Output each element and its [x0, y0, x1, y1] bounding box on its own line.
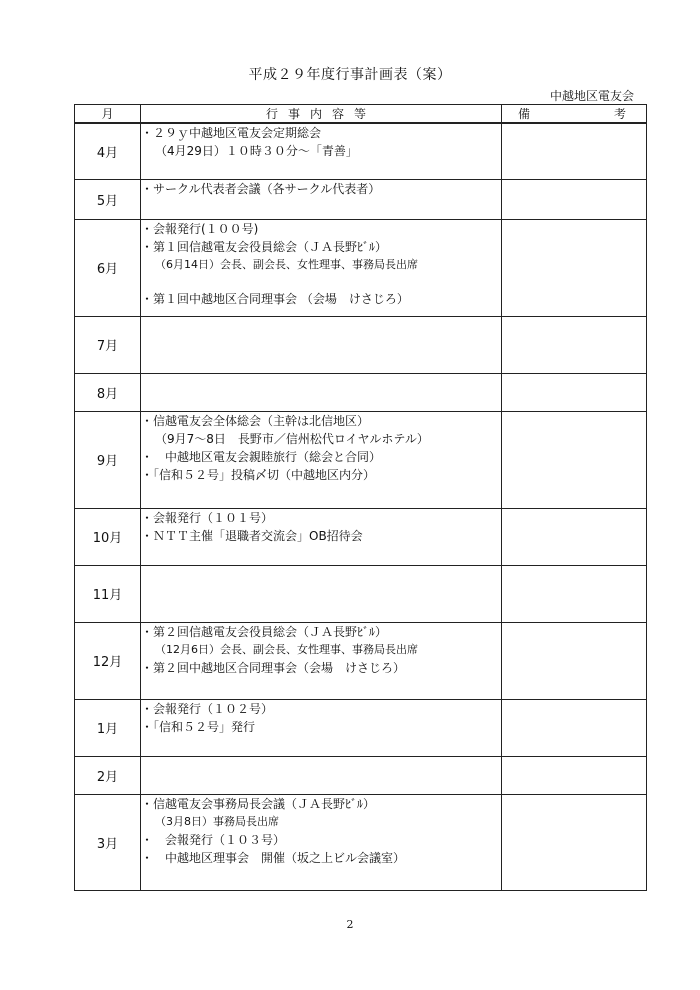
event-line: ・第２回信越電友会役員総会（ＪＡ長野ﾋﾞﾙ）	[141, 624, 388, 639]
organization-name: 中越地区電友会	[549, 89, 634, 103]
table-row	[75, 508, 647, 565]
table-row	[75, 179, 647, 219]
event-line: ・第１回中越地区合同理事会 （会場 けさじろ）	[141, 291, 409, 306]
content-cell	[141, 179, 502, 219]
event-line: ・第２回中越地区合同理事会（会場 けさじろ）	[141, 660, 406, 675]
content-cell	[141, 565, 502, 622]
table-row	[75, 622, 647, 699]
month-cell: 3月	[75, 794, 141, 890]
event-line: （6月14日）会長、副会長、女性理事、事務局長出席	[155, 257, 418, 271]
month-cell: 1月	[75, 699, 141, 756]
content-cell	[141, 699, 502, 756]
header-remarks-char-2: 考	[613, 107, 626, 121]
event-line: ・ 中越地区理事会 開催（坂之上ビル会議室）	[141, 850, 406, 865]
month-cell: 6月	[75, 219, 141, 316]
event-line: ・サークル代表者会議（各サークル代表者）	[141, 181, 381, 196]
table-row	[75, 565, 647, 622]
header-remarks-char-1: 備	[518, 107, 531, 121]
month-cell: 2月	[75, 756, 141, 794]
event-line: （4月29日）１０時３０分～「青善」	[155, 144, 358, 158]
remarks-cell	[502, 699, 647, 756]
remarks-cell	[502, 508, 647, 565]
table-row	[75, 123, 647, 179]
remarks-cell	[502, 565, 647, 622]
event-line: ・会報発行(１００号)	[141, 221, 259, 236]
remarks-cell	[502, 316, 647, 373]
event-schedule-table	[74, 104, 647, 891]
event-line: （3月8日）事務局長出席	[155, 814, 279, 828]
event-line: ・会報発行（１０１号）	[141, 510, 274, 525]
page-number: 2	[346, 918, 354, 931]
table-row	[75, 756, 647, 794]
table-row	[75, 373, 647, 411]
page-title: 平成２９年度行事計画表（案）	[248, 67, 452, 83]
event-line: ・会報発行（１０２号）	[141, 701, 274, 716]
table-row	[75, 699, 647, 756]
event-line: ・第１回信越電友会役員総会（ＪＡ長野ﾋﾞﾙ）	[141, 239, 388, 254]
month-cell: 11月	[75, 565, 141, 622]
header-month: 月	[75, 105, 141, 124]
content-cell	[141, 508, 502, 565]
month-cell: 8月	[75, 373, 141, 411]
remarks-cell	[502, 411, 647, 508]
table-row	[75, 411, 647, 508]
month-cell: 5月	[75, 179, 141, 219]
event-line: （12月6日）会長、副会長、女性理事、事務局長出席	[155, 642, 418, 656]
event-line: （9月7～8日 長野市／信州松代ロイヤルホテル）	[155, 431, 429, 446]
table-row	[75, 219, 647, 316]
header-remarks	[502, 105, 647, 124]
table-header-row	[75, 105, 647, 124]
event-line: ・「信和５２号」発行	[141, 719, 256, 734]
content-cell	[141, 794, 502, 890]
month-cell: 9月	[75, 411, 141, 508]
month-cell: 7月	[75, 316, 141, 373]
month-cell: 4月	[75, 123, 141, 179]
table-row	[75, 794, 647, 890]
remarks-cell	[502, 756, 647, 794]
month-cell: 10月	[75, 508, 141, 565]
content-cell	[141, 219, 502, 316]
remarks-cell	[502, 219, 647, 316]
remarks-cell	[502, 794, 647, 890]
remarks-cell	[502, 373, 647, 411]
content-cell	[141, 622, 502, 699]
table-row	[75, 316, 647, 373]
event-line: ・ＮＴＴ主催「退職者交流会」OB招待会	[141, 528, 363, 543]
event-line: ・信越電友会事務局長会議（ＪＡ長野ﾋﾞﾙ）	[141, 796, 376, 811]
event-line: ・２９ｙ中越地区電友会定期総会	[141, 126, 322, 140]
content-cell	[141, 373, 502, 411]
event-line: ・信越電友会全体総会（主幹は北信地区）	[141, 413, 370, 428]
content-cell	[141, 411, 502, 508]
event-line: ・ 中越地区電友会親睦旅行（総会と合同）	[141, 449, 382, 464]
remarks-cell	[502, 622, 647, 699]
header-content: 行事内容等	[141, 105, 502, 124]
content-cell	[141, 123, 502, 179]
event-line: ・「信和５２号」投稿〆切（中越地区内分）	[141, 467, 376, 482]
month-cell: 12月	[75, 622, 141, 699]
content-cell	[141, 316, 502, 373]
remarks-cell	[502, 179, 647, 219]
remarks-cell	[502, 123, 647, 179]
content-cell	[141, 756, 502, 794]
event-line: ・ 会報発行（１０３号）	[141, 832, 286, 847]
